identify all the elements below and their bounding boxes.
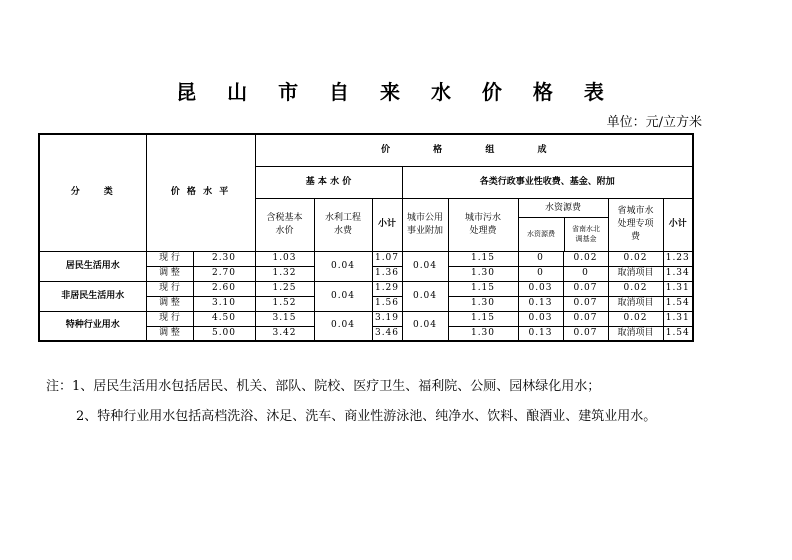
row-prov: 取消项目: [608, 326, 663, 341]
row-wr: 0: [518, 266, 563, 281]
row-conservancy: 0.04: [314, 311, 372, 341]
row-level: 5.00: [193, 326, 255, 341]
row-urban: 0.04: [402, 281, 448, 311]
row-subtotal: 1.07: [372, 251, 402, 266]
row-subtotal2: 1.23: [663, 251, 693, 266]
row-basic: 3.42: [255, 326, 314, 341]
row-basic: 3.15: [255, 311, 314, 326]
row-sewage: 1.15: [448, 251, 518, 266]
row-level: 2.30: [193, 251, 255, 266]
row-wr: 0.13: [518, 326, 563, 341]
row-type: 调 整: [146, 296, 193, 311]
row-type: 现 行: [146, 311, 193, 326]
row-subtotal2: 1.31: [663, 311, 693, 326]
row-wr: 0.03: [518, 311, 563, 326]
unit-label: 单位：元/立方米: [606, 115, 702, 130]
row-sewage: 1.15: [448, 311, 518, 326]
row-subtotal: 1.36: [372, 266, 402, 281]
row-sn: 0.02: [563, 251, 608, 266]
row-sn: 0: [563, 266, 608, 281]
table-row: [39, 311, 693, 326]
row-wr: 0.03: [518, 281, 563, 296]
row-level: 3.10: [193, 296, 255, 311]
note-1: 注：1、居民生活用水包括居民、机关、部队、院校、医疗卫生、福利院、公厕、园林绿化用水；: [46, 379, 601, 394]
header-water-resource-sub: 水资源费: [519, 218, 565, 251]
row-type: 现 行: [146, 251, 193, 266]
header-price-level: 价 格 水 平: [146, 134, 255, 251]
header-basic-price: 基 本 水 价: [255, 166, 402, 198]
row-prov: 0.02: [608, 251, 663, 266]
header-sewage: 城市污水处理费: [448, 198, 518, 251]
row-type: 现 行: [146, 281, 193, 296]
row-subtotal2: 1.31: [663, 281, 693, 296]
row-conservancy: 0.04: [314, 281, 372, 311]
row-wr: 0.13: [518, 296, 563, 311]
row-sewage: 1.30: [448, 326, 518, 341]
row-subtotal: 3.46: [372, 326, 402, 341]
row-sn: 0.07: [563, 326, 608, 341]
row-conservancy: 0.04: [314, 251, 372, 281]
row-sn: 0.07: [563, 296, 608, 311]
table-row: [39, 281, 693, 296]
row-prov: 0.02: [608, 311, 663, 326]
row-subtotal: 1.29: [372, 281, 402, 296]
row-basic: 1.52: [255, 296, 314, 311]
header-category: 分 类: [39, 134, 146, 251]
row-subtotal2: 1.34: [663, 266, 693, 281]
row-subtotal2: 1.54: [663, 296, 693, 311]
row-sewage: 1.30: [448, 296, 518, 311]
row-level: 4.50: [193, 311, 255, 326]
row-type: 调 整: [146, 266, 193, 281]
row-sn: 0.07: [563, 311, 608, 326]
row-prov: 取消项目: [608, 296, 663, 311]
row-urban: 0.04: [402, 251, 448, 281]
row-prov: 取消项目: [608, 266, 663, 281]
header-water-resource: 水资源费 水资源费 省南水北调基金: [518, 198, 608, 251]
row-prov: 0.02: [608, 281, 663, 296]
header-tax-basic: 含税基本水价: [255, 198, 314, 251]
row-subtotal: 1.56: [372, 296, 402, 311]
row-basic: 1.25: [255, 281, 314, 296]
row-sewage: 1.15: [448, 281, 518, 296]
header-urban-surcharge: 城市公用事业附加: [402, 198, 448, 251]
row-category: 特种行业用水: [39, 311, 146, 341]
row-basic: 1.32: [255, 266, 314, 281]
notes: [46, 372, 656, 432]
page-title: 昆 山 市 自 来 水 价 格 表: [176, 80, 616, 104]
header-subtotal2: 小计: [663, 198, 693, 251]
row-level: 2.60: [193, 281, 255, 296]
header-conservancy: 水利工程水费: [314, 198, 372, 251]
note-2: 2、特种行业用水包括高档洗浴、沐足、洗车、商业性游泳池、纯净水、饮料、酿酒业、建筑业用水。: [76, 409, 657, 424]
row-subtotal2: 1.54: [663, 326, 693, 341]
row-category: 非居民生活用水: [39, 281, 146, 311]
header-subtotal: 小计: [372, 198, 402, 251]
row-sewage: 1.30: [448, 266, 518, 281]
row-basic: 1.03: [255, 251, 314, 266]
row-category: 居民生活用水: [39, 251, 146, 281]
header-province-treatment: 省城市水处理专项费: [608, 198, 663, 251]
header-fees: 各类行政事业性收费、基金、附加: [402, 166, 693, 198]
row-wr: 0: [518, 251, 563, 266]
row-urban: 0.04: [402, 311, 448, 341]
header-price-composition: 价 格 组 成: [255, 134, 693, 166]
row-subtotal: 3.19: [372, 311, 402, 326]
row-sn: 0.07: [563, 281, 608, 296]
price-table: [38, 133, 694, 342]
row-level: 2.70: [193, 266, 255, 281]
header-south-north-fund: 省南水北调基金: [572, 225, 600, 243]
table-row: [39, 251, 693, 266]
row-type: 调 整: [146, 326, 193, 341]
